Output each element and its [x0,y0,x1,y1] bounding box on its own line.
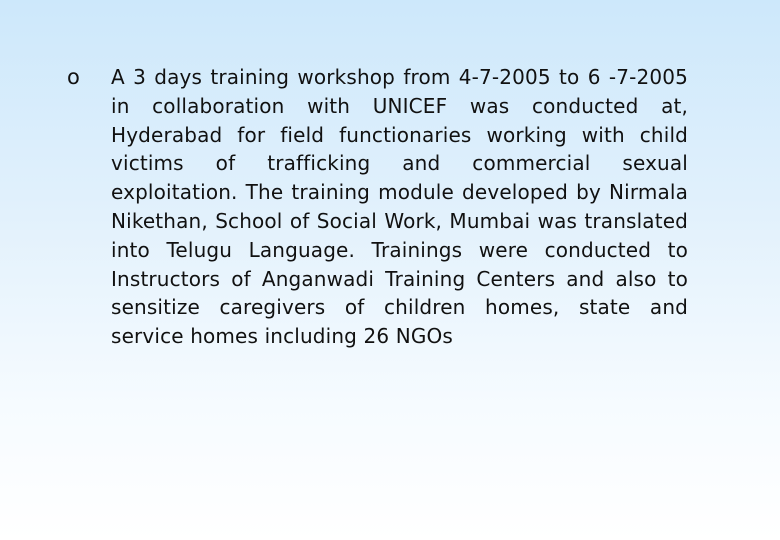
bullet-marker: o [67,65,80,89]
bullet-text: A 3 days training workshop from 4-7-2005 to 6 -7-2005 in collaboration with UNICEF was conducted at, Hyderabad for field functionaries working with child victims of trafficking and commercial sexual exploitation. The training module developed by Nirmala Nikethan, School of Social Work, Mumbai was translated into Telugu Language. Trainings were conducted to Instructors of Anganwadi Training Centers and also to sensitize caregivers of children homes, state and service homes including 26 NGOs [111,65,688,349]
